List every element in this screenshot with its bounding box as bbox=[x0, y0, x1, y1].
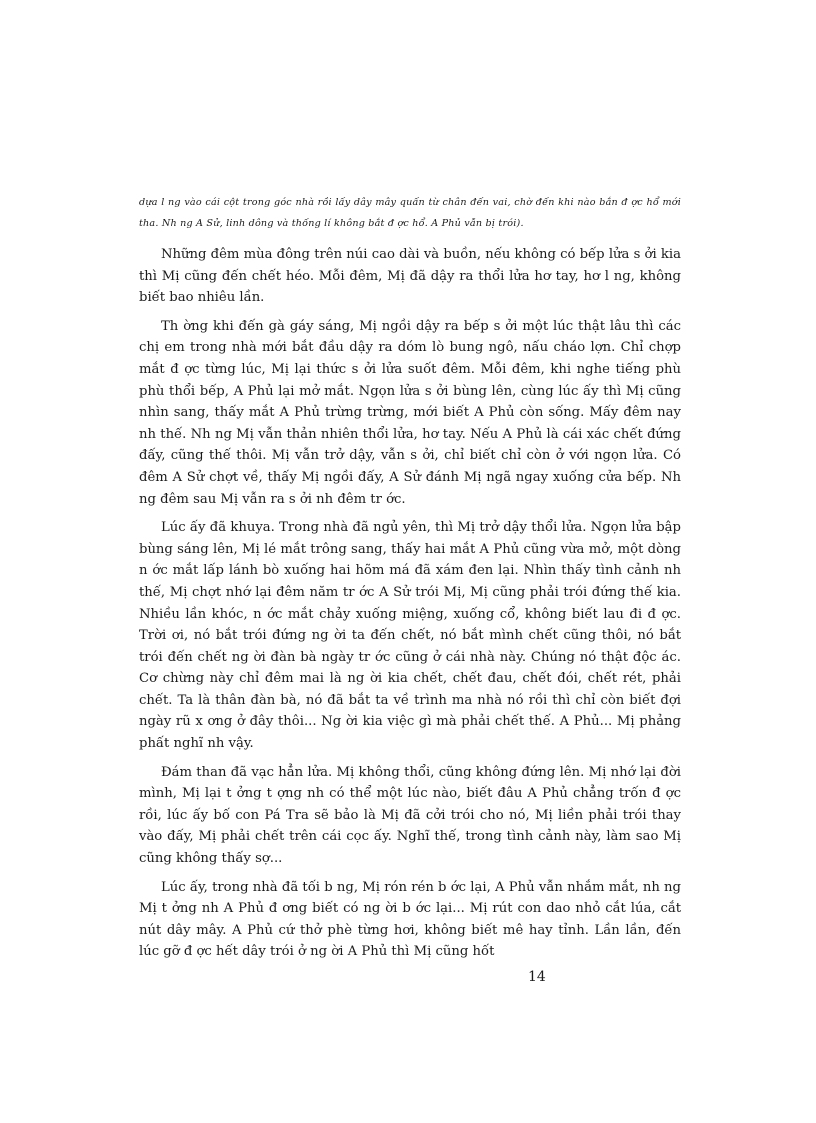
intro-italic-text: dựa l ng vào cái cột trong góc nhà rồi lấy dây mây quấn từ chân đến vai, chờ đến khi nào bắn đ ợc hổ mới tha. Nh ng A Sử, linh dông và thống lí không bắt đ ợc hổ. A Phủ vẫn bị trói). bbox=[139, 197, 681, 229]
paragraph: Th ờng khi đến gà gáy sáng, Mị ngồi dậy ra bếp s ởi một lúc thật lâu thì các chị em trong nhà mới bắt đầu dậy ra dóm lò bung ngô, nấu cháo lợn. Chỉ chợp mắt đ ợc từng lúc, Mị lại thức s ởi lửa suốt đêm. Mỗi đêm, khi nghe tiếng phù phù thổi bếp, A Phủ lại mở mắt. Ngọn lửa s ởi bùng lên, cùng lúc ấy thì Mị cũng nhìn sang, thấy mắt A Phủ trừng trừng, mới biết A Phủ còn sống. Mấy đêm nay nh thế. Nh ng Mị vẫn thản nhiên thổi lửa, hơ tay. Nếu A Phủ là cái xác chết đứng đấy, cũng thế thôi. Mị vẫn trở dậy, vẫn s ởi, chỉ biết chỉ còn ở với ngọn lửa. Có đêm A Sử chợt về, thấy Mị ngồi đấy, A Sử đánh Mị ngã ngay xuống cửa bếp. Nh ng đêm sau Mị vẫn ra s ởi nh đêm tr ớc. bbox=[139, 318, 681, 507]
paragraph: Đám than đã vạc hẳn lửa. Mị không thổi, cũng không đứng lên. Mị nhớ lại đời mình, Mị lại t ởng t ợng nh có thể một lúc nào, biết đâu A Phủ chẳng trốn đ ợc rồi, lúc ấy bố con Pá Tra sẽ bảo là Mị đã cởi trói cho nó, Mị liền phải trói thay vào đấy, Mị phải chết trên cái cọc ấy. Nghĩ thế, trong tình cảnh này, làm sao Mị cũng không thấy sợ... bbox=[139, 764, 681, 867]
paragraph: Lúc ấy đã khuya. Trong nhà đã ngủ yên, thì Mị trở dậy thổi lửa. Ngọn lửa bập bùng sáng lên, Mị lé mắt trông sang, thấy hai mắt A Phủ cũng vừa mở, một dòng n ớc mắt lấp lánh bò xuống hai hõm má đã xám đen lại. Nhìn thấy tình cảnh nh thế, Mị chợt nhớ lại đêm năm tr ớc A Sử trói Mị, Mị cũng phải trói đứng thế kia. Nhiều lần khóc, n ớc mắt chảy xuống miệng, xuống cổ, không biết lau đi đ ợc. Trời ơi, nó bắt trói đứng ng ời ta đến chết, nó bắt mình chết cũng thôi, nó bắt trói đến chết ng ời đàn bà ngày tr ớc cũng ở cái nhà này. Chúng nó thật độc ác. Cơ chừng này chỉ đêm mai là ng ời kia chết, chết đau, chết đói, chết rét, phải chết. Ta là thân đàn bà, nó đã bắt ta về trình ma nhà nó rồi thì chỉ còn biết đợi ngày rũ x ơng ở đây thôi... Ng ời kia việc gì mà phải chết thế. A Phủ... Mị phảng phất nghĩ nh vậy. bbox=[139, 520, 681, 752]
paragraph: Lúc ấy, trong nhà đã tối b ng, Mị rón rén b ớc lại, A Phủ vẫn nhắm mắt, nh ng Mị t ởng nh A Phủ đ ơng biết có ng ời b ớc lại... Mị rút con dao nhỏ cắt lúa, cắt nút dây mây. A Phủ cứ thở phè từng hơi, không biết mê hay tỉnh. Lần lần, đến lúc gỡ đ ợc hết dây trói ở ng ời A Phủ thì Mị cũng hốt bbox=[139, 879, 681, 960]
page-number: 14 bbox=[528, 969, 546, 985]
paragraph: Những đêm mùa đông trên núi cao dài và buồn, nếu không có bếp lửa s ởi kia thì Mị cũng đến chết héo. Mỗi đêm, Mị đã dậy ra thổi lửa hơ tay, hơ l ng, không biết bao nhiêu lần. bbox=[139, 247, 681, 306]
page-body bbox=[139, 192, 681, 970]
